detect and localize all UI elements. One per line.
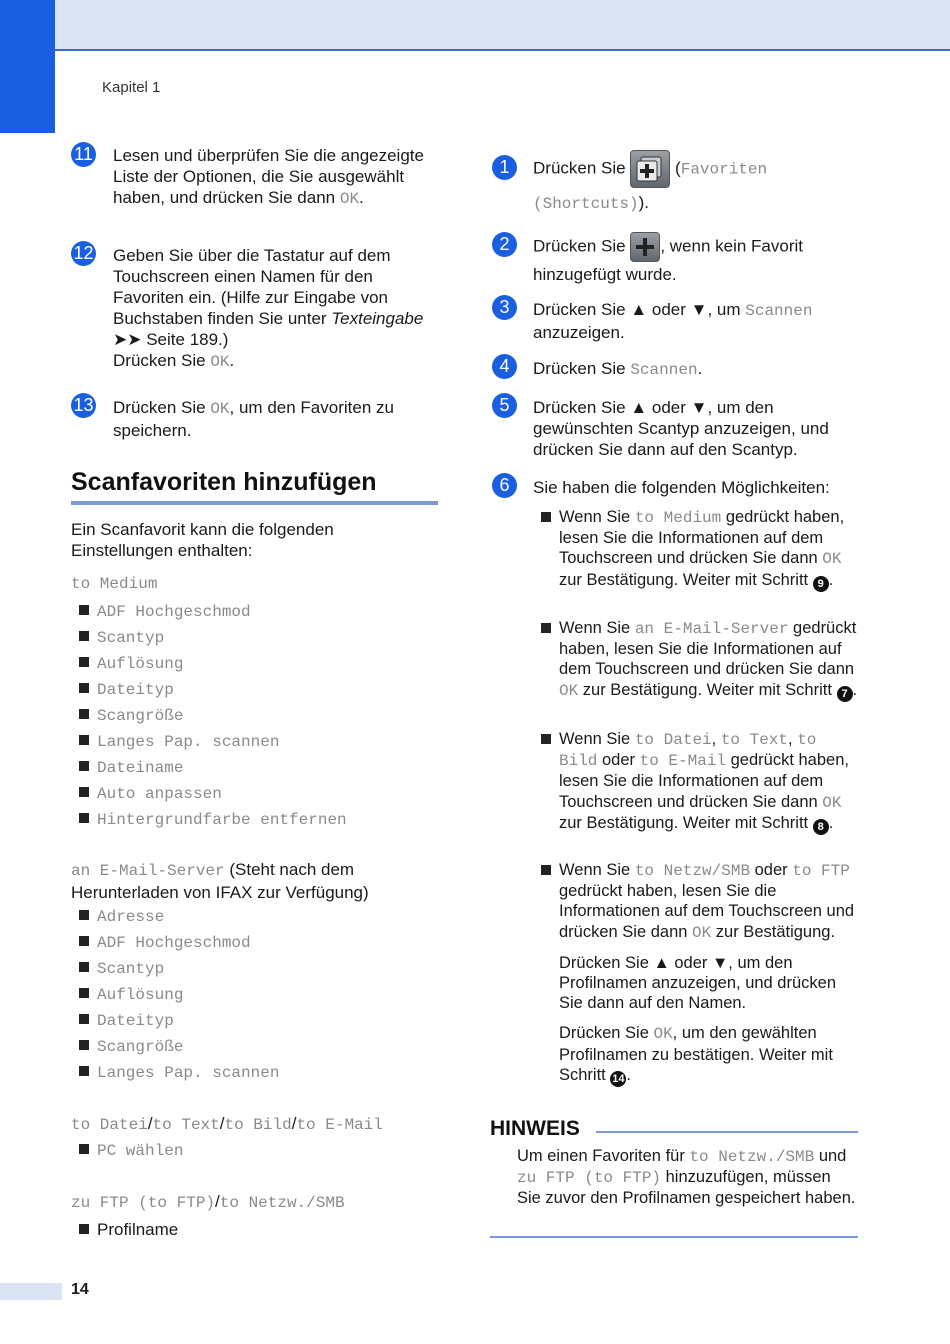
add-favorite-icon — [630, 232, 660, 262]
step-text: Drücken Sie , wenn kein Favorit hinzugefügt wurde. — [533, 232, 853, 287]
step-text: Sie haben die folgenden Möglichkeiten: — [533, 478, 830, 497]
list-item: Auto anpassen — [79, 782, 222, 805]
option-item: Wenn Sie to Datei, to Text, to Bild oder to E-Mail gedrückt haben, lesen Sie die Informationen auf dem Touchscreen und drücken Sie dann OK zur Bestätigung. Weiter mit Schritt 8 . — [541, 729, 861, 835]
step-number: 1 — [492, 155, 517, 180]
note-text: Um einen Favoriten für to Netzw./SMB und zu FTP (to FTP) hinzuzufügen, müssen Sie zuvor den Profilnamen gespeichert haben. — [517, 1147, 856, 1208]
group-heading: zu FTP (to FTP)/to Netzw./SMB — [71, 1192, 345, 1212]
list-item: PC wählen — [79, 1139, 183, 1162]
list-item: ADF Hochgeschmod — [79, 931, 251, 954]
step-number: 3 — [492, 295, 517, 320]
chapter-label: Kapitel 1 — [102, 79, 161, 96]
section-rule — [71, 501, 438, 505]
step-number: 4 — [492, 354, 517, 379]
step-number: 2 — [492, 232, 517, 257]
list-item: Dateiname — [79, 756, 183, 779]
list-item: Langes Pap. scannen — [79, 1061, 279, 1084]
list-item: Dateityp — [79, 678, 174, 701]
option-item: Wenn Sie to Netzw/SMB oder to FTP gedrückt haben, lesen Sie die Informationen auf dem Touchscreen und drücken Sie dann OK zur Bestätigung. Drücken Sie ▲ oder ▼, um den Profilnamen anzuzeigen, und drücken Sie dann auf den Namen. Drücken Sie OK, um den gewählten Profilnamen zu bestätigen. Weiter mit Schritt 14 . — [541, 860, 861, 1087]
step-ref: 7 — [837, 686, 853, 702]
list-item: Scangröße — [79, 1035, 183, 1058]
list-item: Auflösung — [79, 652, 183, 675]
group-heading: to Medium — [71, 575, 158, 593]
step-number: 5 — [492, 393, 517, 418]
list-item: Langes Pap. scannen — [79, 730, 279, 753]
section-title: Scanfavoriten hinzufügen — [71, 468, 377, 496]
note-rule — [490, 1236, 858, 1238]
section-intro: Ein Scanfavorit kann die folgenden Einstellungen enthalten: — [71, 520, 334, 560]
option-item: Wenn Sie to Medium gedrückt haben, lesen Sie die Informationen auf dem Touchscreen und drücken Sie dann OK zur Bestätigung. Weiter mit Schritt 9 . — [541, 507, 861, 592]
step-number: 6 — [492, 473, 517, 498]
option-item: Wenn Sie an E-Mail-Server gedrückt haben, lesen Sie die Informationen auf dem Touchscreen und drücken Sie dann OK zur Bestätigung. Weiter mit Schritt 7 . — [541, 618, 861, 702]
step-ref: 8 — [813, 819, 829, 835]
step-number: 11 — [71, 142, 96, 167]
list-item: Dateityp — [79, 1009, 174, 1032]
list-item: Scantyp — [79, 957, 164, 980]
header-bar — [0, 0, 950, 51]
group-heading: to Datei/to Text/to Bild/to E-Mail — [71, 1114, 383, 1134]
step-number: 13 — [71, 393, 96, 418]
list-item: Scangröße — [79, 704, 183, 727]
step-text: Geben Sie über die Tastatur auf dem Touchscreen einen Namen für den Favoriten ein. (Hilfe zur Eingabe von Buchstaben finden Sie unter Texteingabe ➤➤ Seite 189.) Drücken Sie OK. — [113, 246, 424, 371]
step-text: Drücken Sie OK, um den Favoriten zu speichern. — [113, 398, 394, 440]
list-item: Profilname — [79, 1219, 178, 1240]
chapter-tab — [0, 0, 55, 133]
step-text: Drücken Sie Scannen. — [533, 359, 703, 379]
list-item: ADF Hochgeschmod — [79, 600, 251, 623]
group-heading: an E-Mail-Server (Steht nach dem Herunterladen von IFAX zur Verfügung) — [71, 860, 369, 902]
note-title: HINWEIS — [490, 1117, 580, 1140]
step-number: 12 — [71, 241, 96, 266]
step-text: Drücken Sie (Favoriten (Shortcuts)). — [533, 150, 853, 219]
step-ref: 14 — [612, 1072, 625, 1085]
list-item: Adresse — [79, 905, 164, 928]
list-item: Hintergrundfarbe entfernen — [79, 808, 347, 831]
list-item: Auflösung — [79, 983, 183, 1006]
step-text: Drücken Sie ▲ oder ▼, um Scannen anzuzeigen. — [533, 300, 813, 342]
footer-bar — [0, 1283, 62, 1300]
list-item: Scantyp — [79, 626, 164, 649]
note-rule — [596, 1131, 858, 1133]
page-number: 14 — [71, 1281, 89, 1298]
favorites-shortcuts-icon — [630, 150, 670, 188]
step-text: Lesen und überprüfen Sie die angezeigte Liste der Optionen, die Sie ausgewählt haben, und drücken Sie dann OK. — [113, 146, 424, 208]
step-text: Drücken Sie ▲ oder ▼, um den gewünschten Scantyp anzuzeigen, und drücken Sie dann auf den Scantyp. — [533, 398, 829, 459]
step-ref: 9 — [813, 576, 829, 592]
